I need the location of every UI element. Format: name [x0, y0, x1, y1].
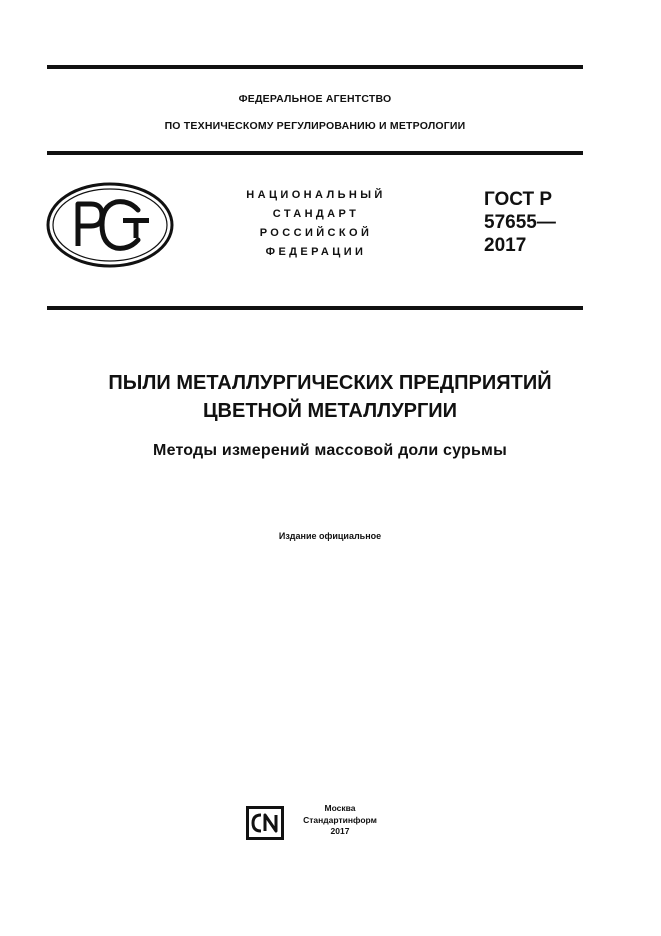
- standard-label-line3: РОССИЙСКОЙ: [259, 227, 373, 239]
- document-title-line1: ПЫЛИ МЕТАЛЛУРГИЧЕСКИХ ПРЕДПРИЯТИЙ: [108, 372, 552, 394]
- publisher-city: Москва: [324, 803, 356, 813]
- document-subtitle: Методы измерений массовой доли сурьмы: [153, 442, 507, 459]
- document-title-line2: ЦВЕТНОЙ МЕТАЛЛУРГИИ: [202, 400, 458, 422]
- standard-designation: [484, 188, 556, 257]
- edition-label: Издание официальное: [278, 531, 382, 541]
- publisher-info: [292, 803, 388, 838]
- standard-label-line1: НАЦИОНАЛЬНЫЙ: [246, 189, 386, 201]
- designation-prefix: ГОСТ Р: [484, 189, 553, 210]
- top-rule: [47, 65, 583, 69]
- designation-year: 2017: [484, 235, 527, 256]
- agency-name-line1: ФЕДЕРАЛЬНОЕ АГЕНТСТВО: [238, 93, 392, 105]
- standard-label-line4: ФЕДЕРАЦИИ: [265, 246, 367, 258]
- header-bottom-rule: [47, 306, 583, 310]
- rst-certification-mark-icon: [44, 180, 176, 270]
- agency-name-line2: ПО ТЕХНИЧЕСКОМУ РЕГУЛИРОВАНИЮ И МЕТРОЛОГИИ: [164, 120, 466, 132]
- standartinform-logo-icon: [246, 806, 284, 840]
- national-standard-label: [226, 186, 406, 262]
- publisher-year: 2017: [330, 826, 350, 836]
- publisher-name: Стандартинформ: [303, 814, 377, 825]
- header-rule: [47, 151, 583, 155]
- standard-label-line2: СТАНДАРТ: [272, 208, 360, 220]
- designation-number: 57655—: [484, 212, 556, 233]
